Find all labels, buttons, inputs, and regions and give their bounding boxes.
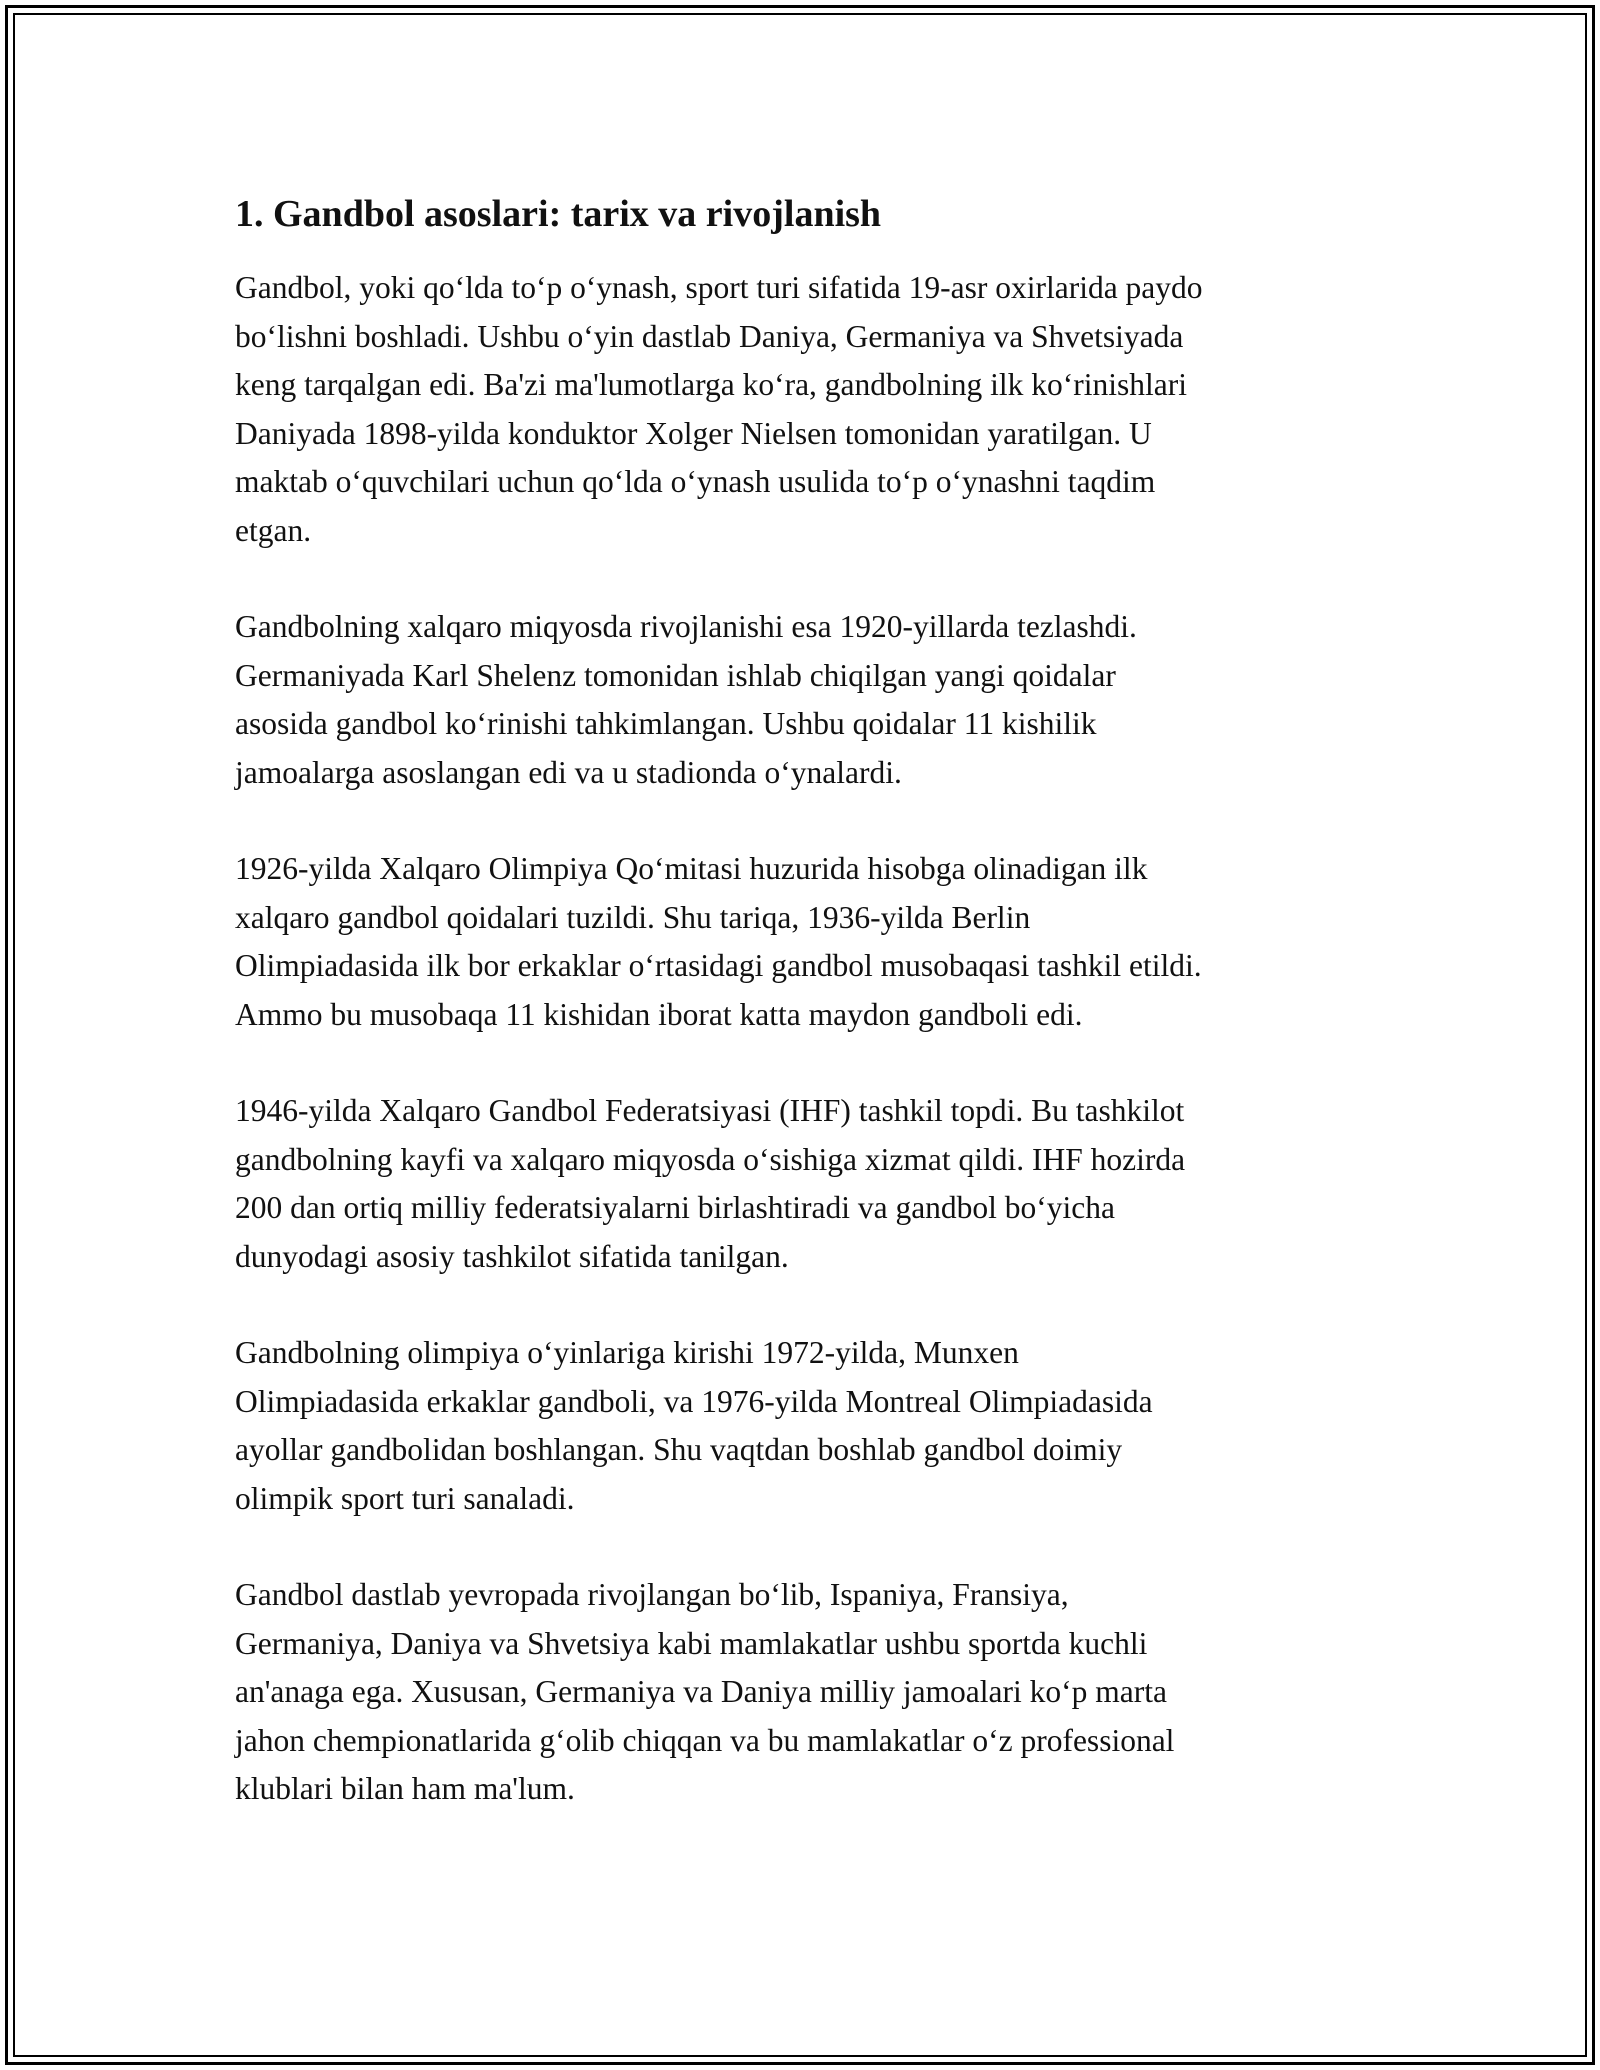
paragraph-line: Gandbolning xalqaro miqyosda rivojlanishi esa 1920-yillarda tezlashdi. — [235, 609, 1137, 644]
paragraph-line: keng tarqalgan edi. Ba'zi ma'lumotlarga ko‘ra, gandbolning ilk ko‘rinishlari — [235, 367, 1188, 402]
paragraph-line: Gandbol dastlab yevropada rivojlangan bo‘lib, Ispaniya, Fransiya, — [235, 1577, 1069, 1612]
paragraph-origins — [235, 264, 1375, 555]
paragraph-line: xalqaro gandbol qoidalari tuzildi. Shu tariqa, 1936-yilda Berlin — [235, 899, 1031, 935]
paragraph-line: gandbolning kayfi va xalqaro miqyosda o‘sishiga xizmat qildi. IHF hozirda — [235, 1141, 1186, 1177]
paragraph-line: Gandbolning olimpiya o‘yinlariga kirishi 1972-yilda, Munxen — [235, 1335, 1019, 1370]
paragraph-line: klublari bilan ham ma'lum. — [235, 1771, 575, 1806]
paragraph-line: jahon chempionatlarida g‘olib chiqqan va bu mamlakatlar o‘z professional — [235, 1722, 1175, 1758]
paragraph-line: asosida gandbol ko‘rinishi tahkimlangan. Ushbu qoidalar 11 kishilik — [235, 706, 1097, 741]
paragraph-line: 1946-yilda Xalqaro Gandbol Federatsiyasi (IHF) tashkil topdi. Bu tashkilot — [235, 1093, 1185, 1128]
paragraph-line: olimpik sport turi sanaladi. — [235, 1480, 575, 1516]
paragraph-international-development — [235, 603, 1375, 797]
paragraph-line: Olimpiadasida ilk bor erkaklar o‘rtasidagi gandbol musobaqasi tashkil etildi. — [235, 948, 1202, 983]
section-heading: 1. Gandbol asoslari: tarix va rivojlanish — [235, 193, 882, 235]
paragraph-ihf — [235, 1087, 1375, 1281]
paragraph-europe — [235, 1571, 1375, 1814]
paragraph-line: Germaniyada Karl Shelenz tomonidan ishlab chiqilgan yangi qoidalar — [235, 657, 1116, 693]
paragraph-line: Germaniya, Daniya va Shvetsiya kabi mamlakatlar ushbu sportda kuchli — [235, 1625, 1148, 1661]
document-body — [235, 186, 1375, 1862]
paragraph-line: Olimpiadasida erkaklar gandboli, va 1976-yilda Montreal Olimpiadasida — [235, 1383, 1153, 1419]
paragraph-line: 1926-yilda Xalqaro Olimpiya Qo‘mitasi huzurida hisobga olinadigan ilk — [235, 851, 1148, 886]
paragraph-line: dunyodagi asosiy tashkilot sifatida tanilgan. — [235, 1238, 789, 1274]
paragraph-line: an'anaga ega. Xususan, Germaniya va Daniya milliy jamoalari ko‘p marta — [235, 1674, 1167, 1709]
paragraph-line: ayollar gandbolidan boshlangan. Shu vaqtdan boshlab gandbol doimiy — [235, 1432, 1123, 1467]
paragraph-line: 200 dan ortiq milliy federatsiyalarni birlashtiradi va gandbol bo‘yicha — [235, 1190, 1116, 1225]
paragraph-line: etgan. — [235, 512, 312, 548]
paragraph-line: jamoalarga asoslangan edi va u stadionda o‘ynalardi. — [235, 754, 902, 790]
paragraph-line: bo‘lishni boshladi. Ushbu o‘yin dastlab Daniya, Germaniya va Shvetsiyada — [235, 318, 1184, 354]
paragraph-olympic-inclusion — [235, 1329, 1375, 1523]
paragraph-olympic-rules — [235, 845, 1375, 1039]
paragraph-line: maktab o‘quvchilari uchun qo‘lda o‘ynash usulida to‘p o‘ynashni taqdim — [235, 464, 1156, 499]
paragraph-line: Daniyada 1898-yilda konduktor Xolger Nielsen tomonidan yaratilgan. U — [235, 415, 1152, 451]
paragraph-line: Ammo bu musobaqa 11 kishidan iborat katta maydon gandboli edi. — [235, 996, 1083, 1032]
paragraph-line: Gandbol, yoki qo‘lda to‘p o‘ynash, sport turi sifatida 19-asr oxirlarida paydo — [235, 270, 1203, 305]
